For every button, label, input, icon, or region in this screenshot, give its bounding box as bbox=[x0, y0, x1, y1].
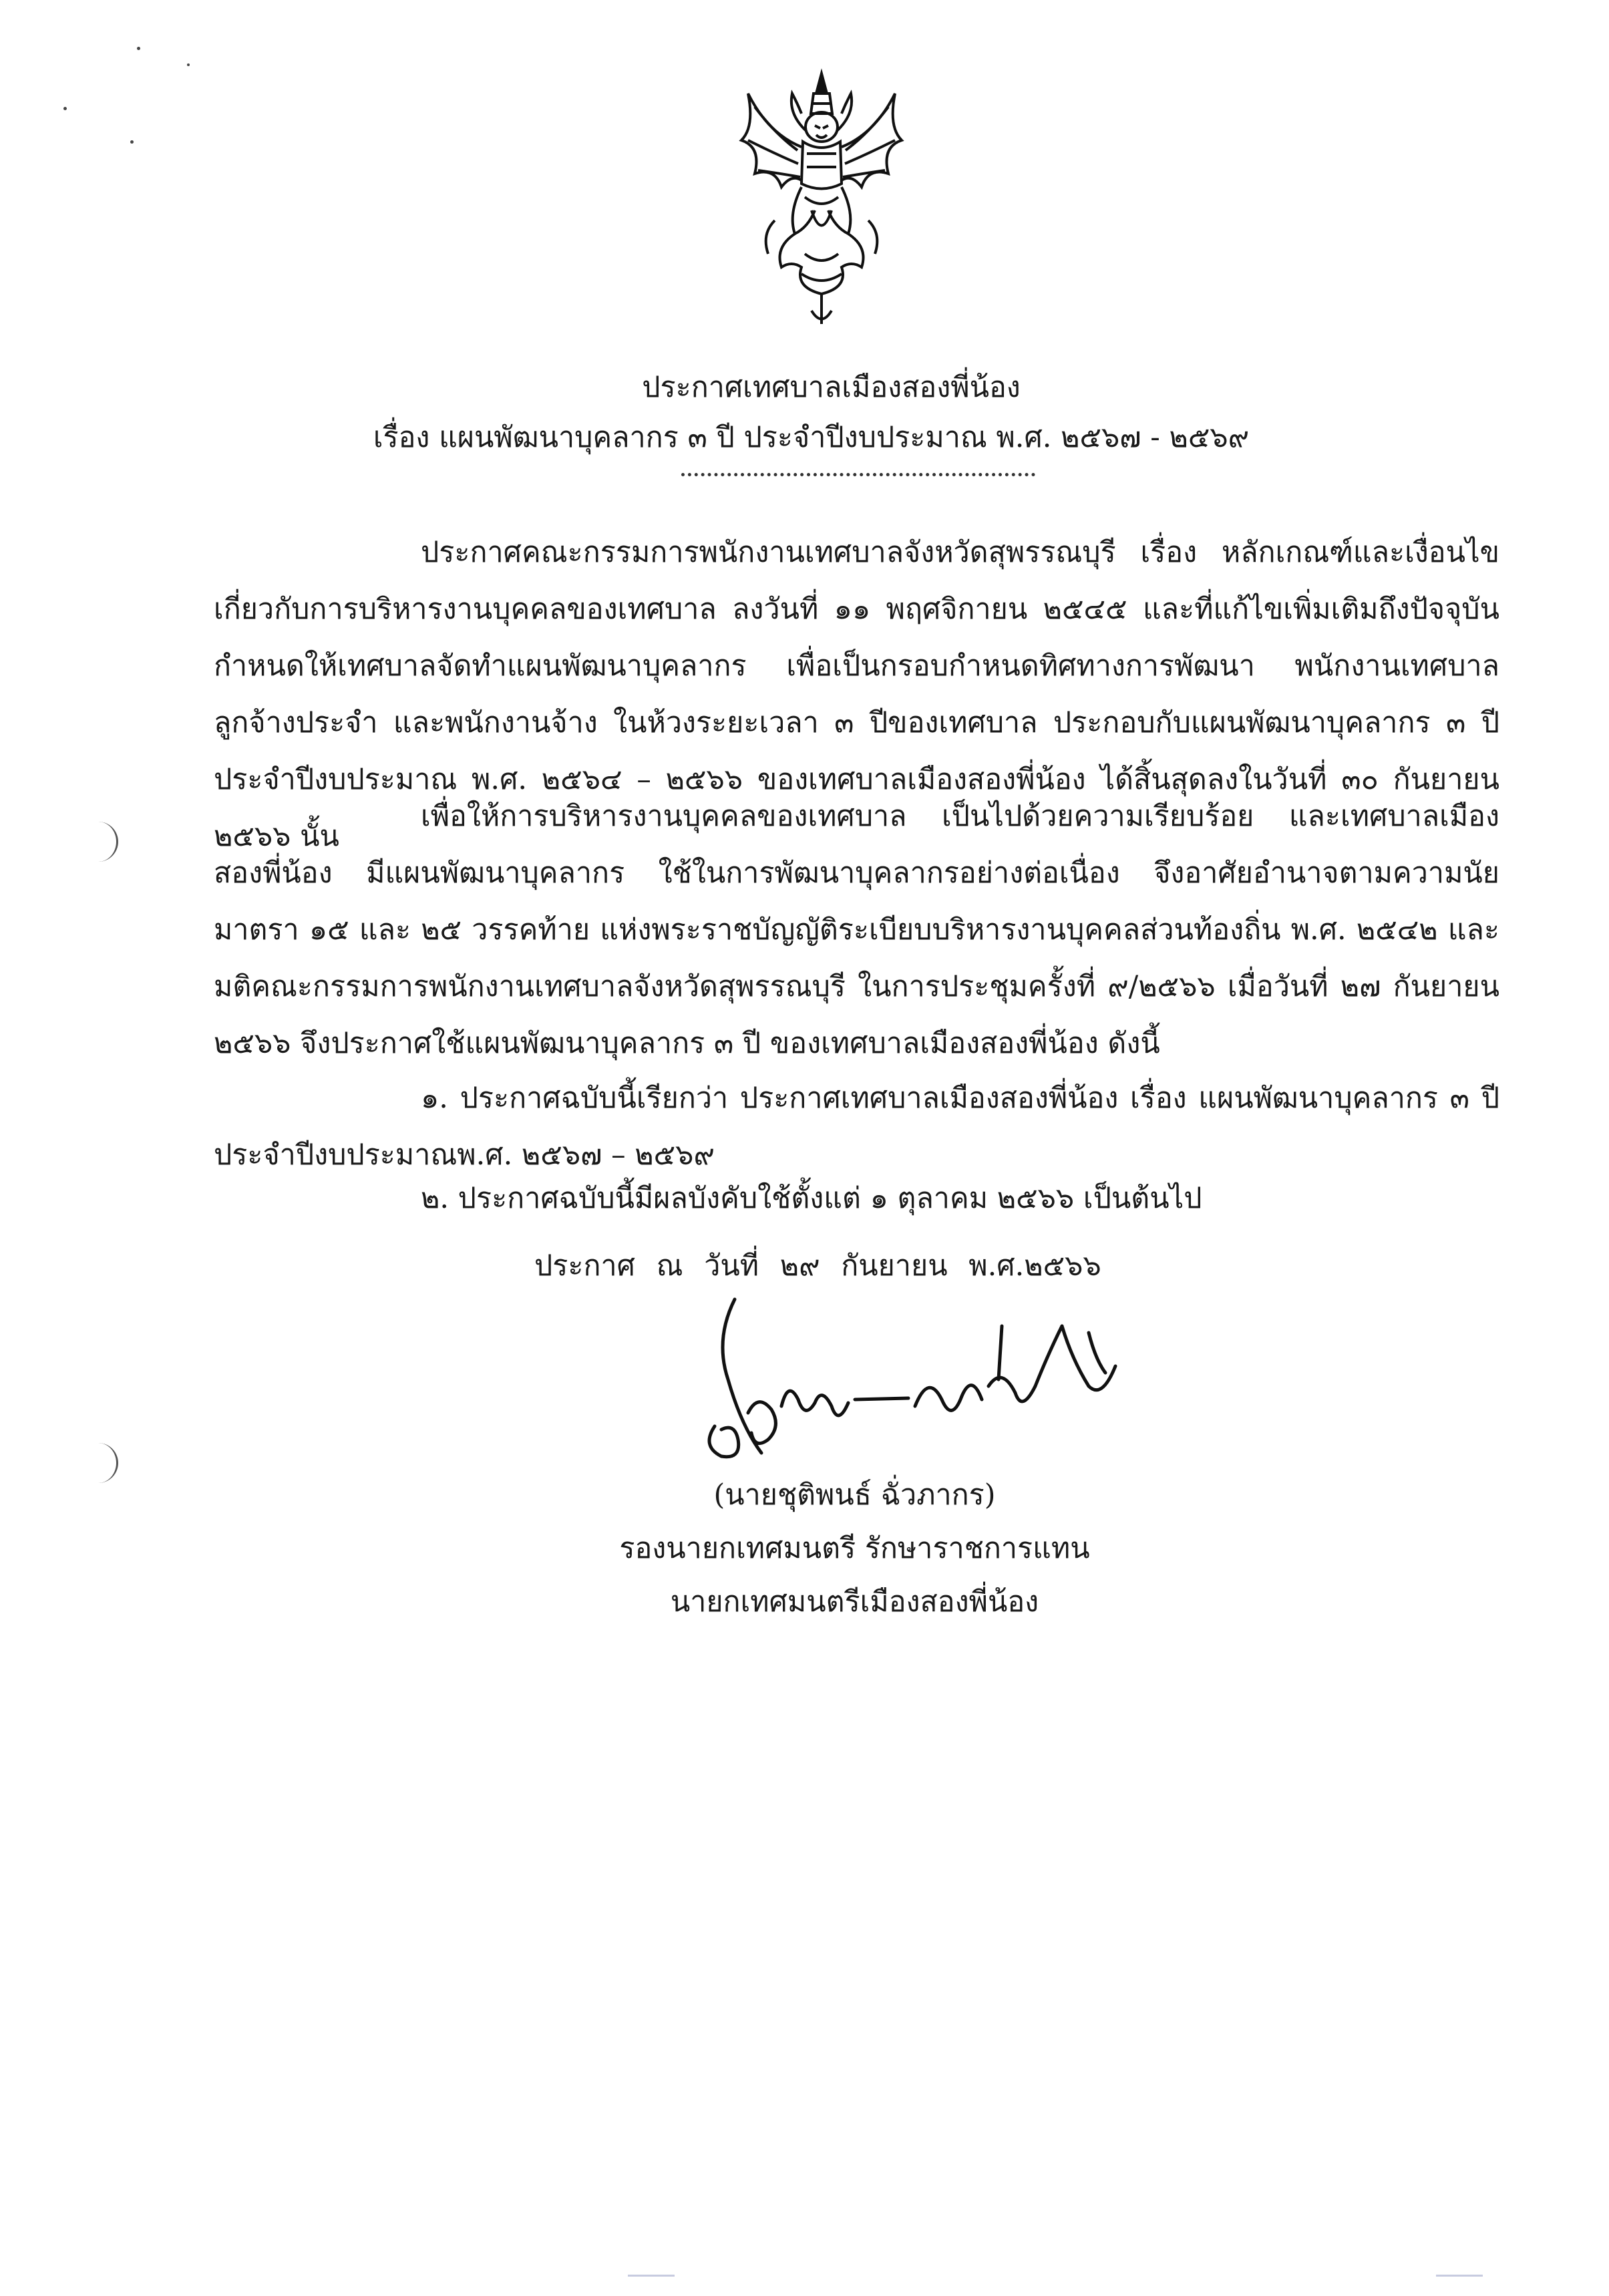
handwritten-signature bbox=[688, 1286, 1142, 1480]
scan-speck bbox=[187, 63, 190, 66]
scan-speck bbox=[63, 107, 67, 110]
paragraph-1: ประกาศคณะกรรมการพนักงานเทศบาลจังหวัดสุพรรณบุรี เรื่อง หลักเกณฑ์และเงื่อนไขเกี่ยวกับการบริหารงานบุคคลของเทศบาล ลงวันที่ ๑๑ พฤศจิกายน ๒๕๔๕ และที่แก้ไขเพิ่มเติมถึงปัจจุบัน กำหนดให้เทศบาลจัดทำแผนพัฒนาบุคลากร เพื่อเป็นกรอบกำหนดทิศทางการพัฒนา พนักงานเทศบาล ลูกจ้างประจำ และพนักงานจ้าง ในห้วงระยะเวลา ๓ ปีของเทศบาล ประกอบกับแผนพัฒนาบุคลากร ๓ ปี ประจำปีงบประมาณ พ.ศ. ๒๕๖๔ – ๒๕๖๖ ของเทศบาลเมืองสองพี่น้อง ได้สิ้นสุดลงในวันที่ ๓๐ กันยายน ๒๕๖๖ นั้น bbox=[214, 536, 1499, 853]
clause-1: ๑. ประกาศฉบับนี้เรียกว่า ประกาศเทศบาลเมืองสองพี่น้อง เรื่อง แผนพัฒนาบุคลากร ๓ ปี ประจำปีงบประมาณพ.ศ. ๒๕๖๗ – ๒๕๖๙ bbox=[214, 1082, 1499, 1172]
clause-2: ๒. ประกาศฉบับนี้มีผลบังคับใช้ตั้งแต่ ๑ ตุลาคม ๒๕๖๖ เป็นต้นไป bbox=[421, 1182, 1202, 1215]
announcement-date: ประกาศ ณ วันที่ ๒๙ กันยายน พ.ศ.๒๕๖๖ bbox=[534, 1249, 1101, 1283]
paragraph-2: เพื่อให้การบริหารงานบุคคลของเทศบาล เป็นไปด้วยความเรียบร้อย และเทศบาลเมืองสองพี่น้อง มีแผนพัฒนาบุคลากร ใช้ในการพัฒนาบุคลากรอย่างต่อเนื่อง จึงอาศัยอำนาจตามความนัยมาตรา ๑๕ และ ๒๕ วรรคท้าย แห่งพระราชบัญญัติระเบียบบริหารงานบุคคลส่วนท้องถิ่น พ.ศ. ๒๕๔๒ และมติคณะกรรมการพนักงานเทศบาลจังหวัดสุพรรณบุรี ในการประชุมครั้งที่ ๙/๒๕๖๖ เมื่อวันที่ ๒๗ กันยายน ๒๕๖๖ จึงประกาศใช้แผนพัฒนาบุคลากร ๓ ปี ของเทศบาลเมืองสองพี่น้อง ดังนี้ bbox=[214, 800, 1499, 1060]
punch-hole-mark bbox=[94, 822, 118, 862]
title-divider bbox=[681, 473, 1035, 476]
scan-mark bbox=[1436, 2275, 1483, 2277]
scan-speck bbox=[137, 47, 140, 50]
signer-position: รองนายกเทศมนตรี รักษาราชการแทน bbox=[619, 1532, 1090, 1565]
scan-mark bbox=[628, 2275, 675, 2277]
signer-name: (นายชุติพนธ์ ฉั่วภากร) bbox=[713, 1478, 996, 1512]
signer-position-2: นายกเทศมนตรีเมืองสองพี่น้อง bbox=[670, 1585, 1039, 1619]
document-subject: เรื่อง แผนพัฒนาบุคลากร ๓ ปี ประจำปีงบประมาณ พ.ศ. ๒๕๖๗ - ๒๕๖๙ bbox=[373, 421, 1250, 454]
document-title: ประกาศเทศบาลเมืองสองพี่น้อง bbox=[642, 371, 1021, 404]
scan-speck bbox=[130, 140, 134, 144]
garuda-emblem-icon bbox=[728, 67, 915, 334]
